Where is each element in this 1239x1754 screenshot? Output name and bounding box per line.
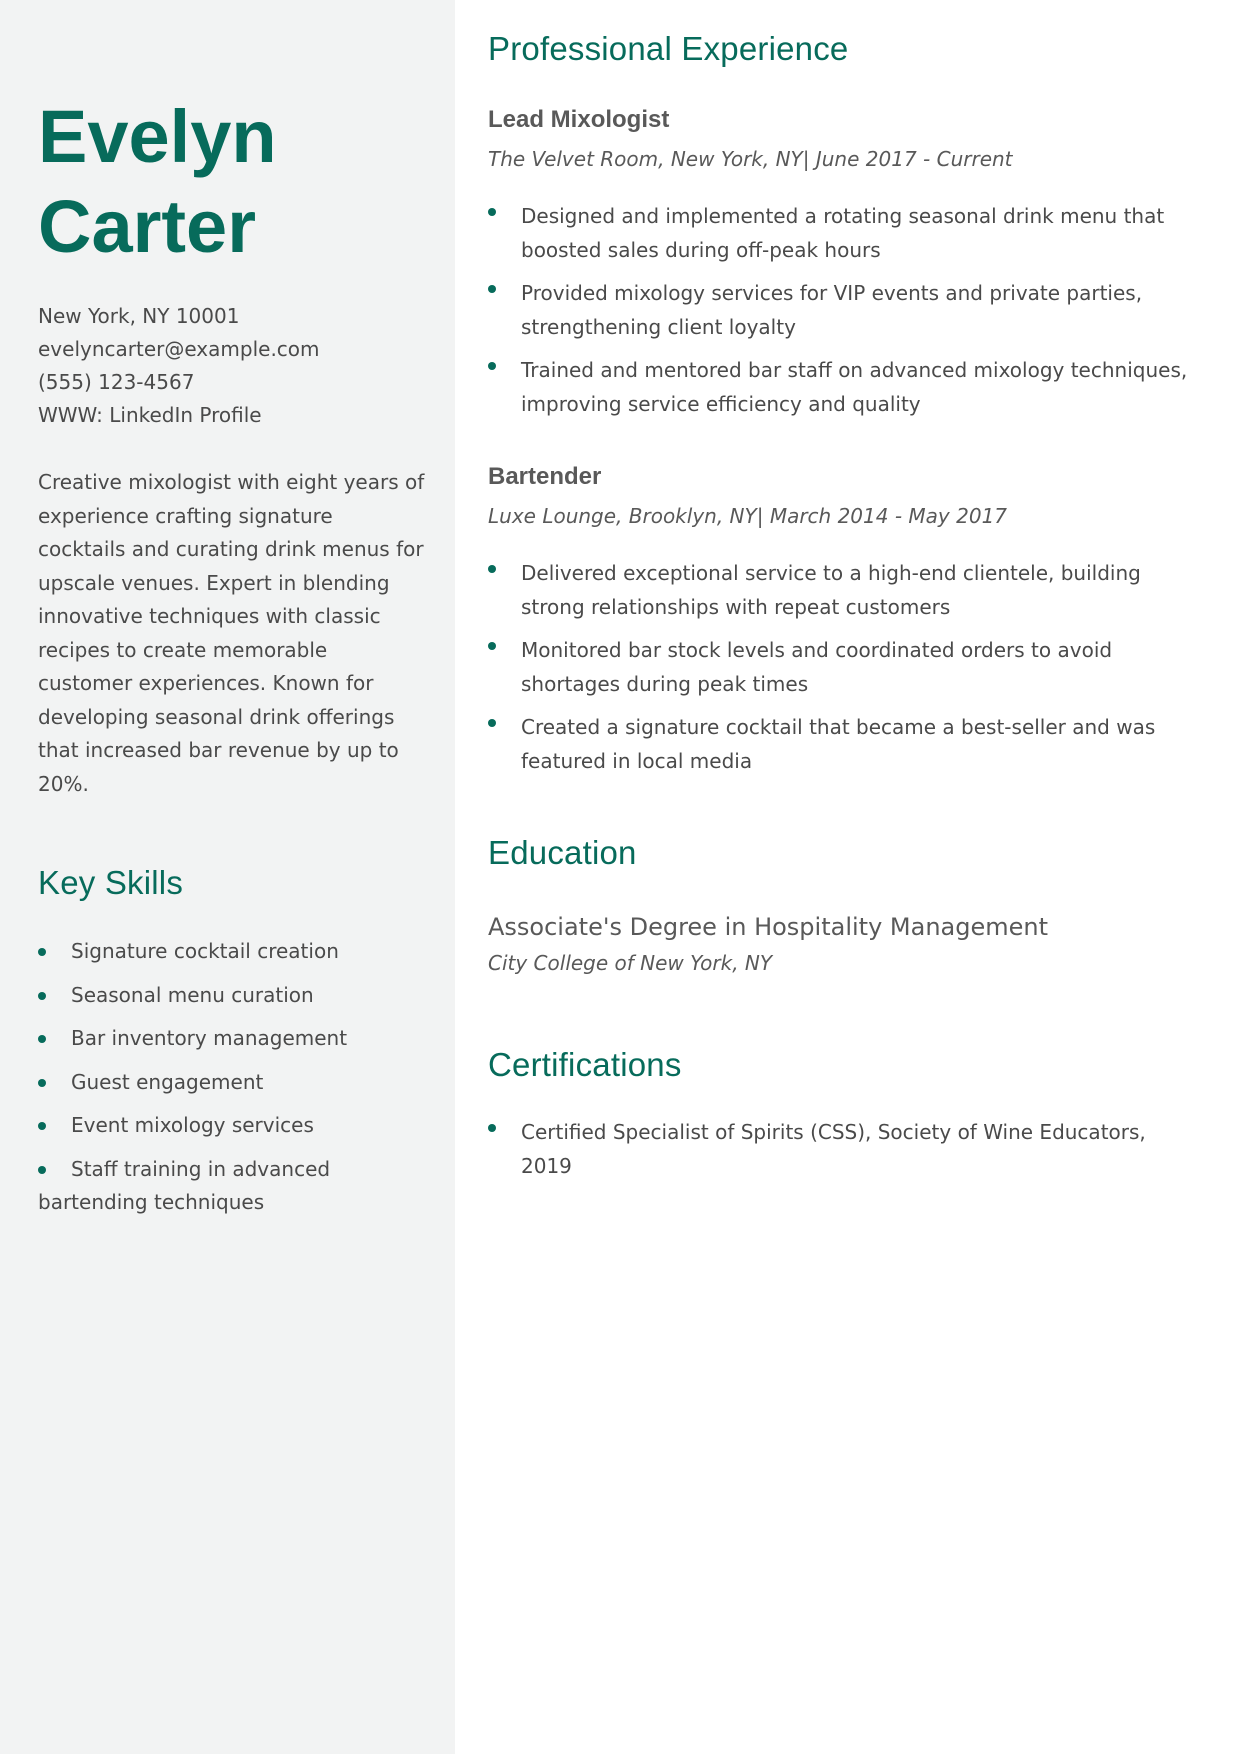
job-bullet: Provided mixology services for VIP events and private parties, strengthening client loyalty [488,277,1199,344]
degree: Associate's Degree in Hospitality Management [488,913,1049,941]
job-bullet: Designed and implemented a rotating seasonal drink menu that boosted sales during off-peak hours [488,200,1199,267]
job-entry [488,104,1199,421]
skill-item: Bar inventory management [38,1022,425,1056]
certification-item: Certified Specialist of Spirits (CSS), Society of Wine Educators, 2019 [488,1116,1199,1183]
skill-item: Signature cocktail creation [38,935,425,969]
candidate-name [38,92,425,272]
school: City College of New York, NY [488,951,773,975]
skills-heading: Key Skills [38,864,184,901]
job-bullet: Created a signature cocktail that became a best-seller and was featured in local media [488,711,1199,778]
job-bullet: Delivered exceptional service to a high-end clientele, building strong relationships with repeat customers [488,557,1199,624]
certifications-list [488,1116,1199,1183]
education-section [488,834,1199,978]
certifications-heading: Certifications [488,1046,682,1083]
first-name: Evelyn [38,95,277,178]
contact-info [38,300,425,432]
sidebar [0,0,455,1754]
skills-list [38,935,425,1220]
phone: (555) 123-4567 [38,370,195,394]
professional-summary: Creative mixologist with eight years of experience crafting signature cocktails and curating drink menus for upscale venues. Expert in blending innovative techniques with classic recipes to create memorable customer experiences. Known for developing seasonal drink offerings that increased bar revenue by up to 20%. [38,470,425,796]
last-name: Carter [38,185,256,268]
skill-item: Event mixology services [38,1109,425,1143]
job-bullet: Monitored bar stock levels and coordinated orders to avoid shortages during peak times [488,634,1199,701]
job-entry [488,461,1199,778]
job-meta: Luxe Lounge, Brooklyn, NY| March 2014 - May 2017 [488,504,1008,528]
website-link[interactable]: WWW: LinkedIn Profile [38,403,262,427]
job-bullets [488,200,1199,421]
skill-item: Seasonal menu curation [38,979,425,1013]
email[interactable]: evelyncarter@example.com [38,337,320,361]
job-bullet: Trained and mentored bar staff on advanced mixology techniques, improving service efficiency and quality [488,354,1199,421]
experience-section [488,30,1199,778]
job-meta: The Velvet Room, New York, NY| June 2017 - Current [488,147,1013,171]
skill-item: Guest engagement [38,1066,425,1100]
certifications-section [488,1046,1199,1183]
main-content [455,0,1239,1754]
address: New York, NY 10001 [38,304,240,328]
job-title: Bartender [488,463,602,490]
job-title: Lead Mixologist [488,106,670,133]
experience-heading: Professional Experience [488,30,849,67]
job-bullets [488,557,1199,778]
education-heading: Education [488,834,637,871]
skill-item: Staff training in advanced bartending techniques [38,1153,425,1220]
